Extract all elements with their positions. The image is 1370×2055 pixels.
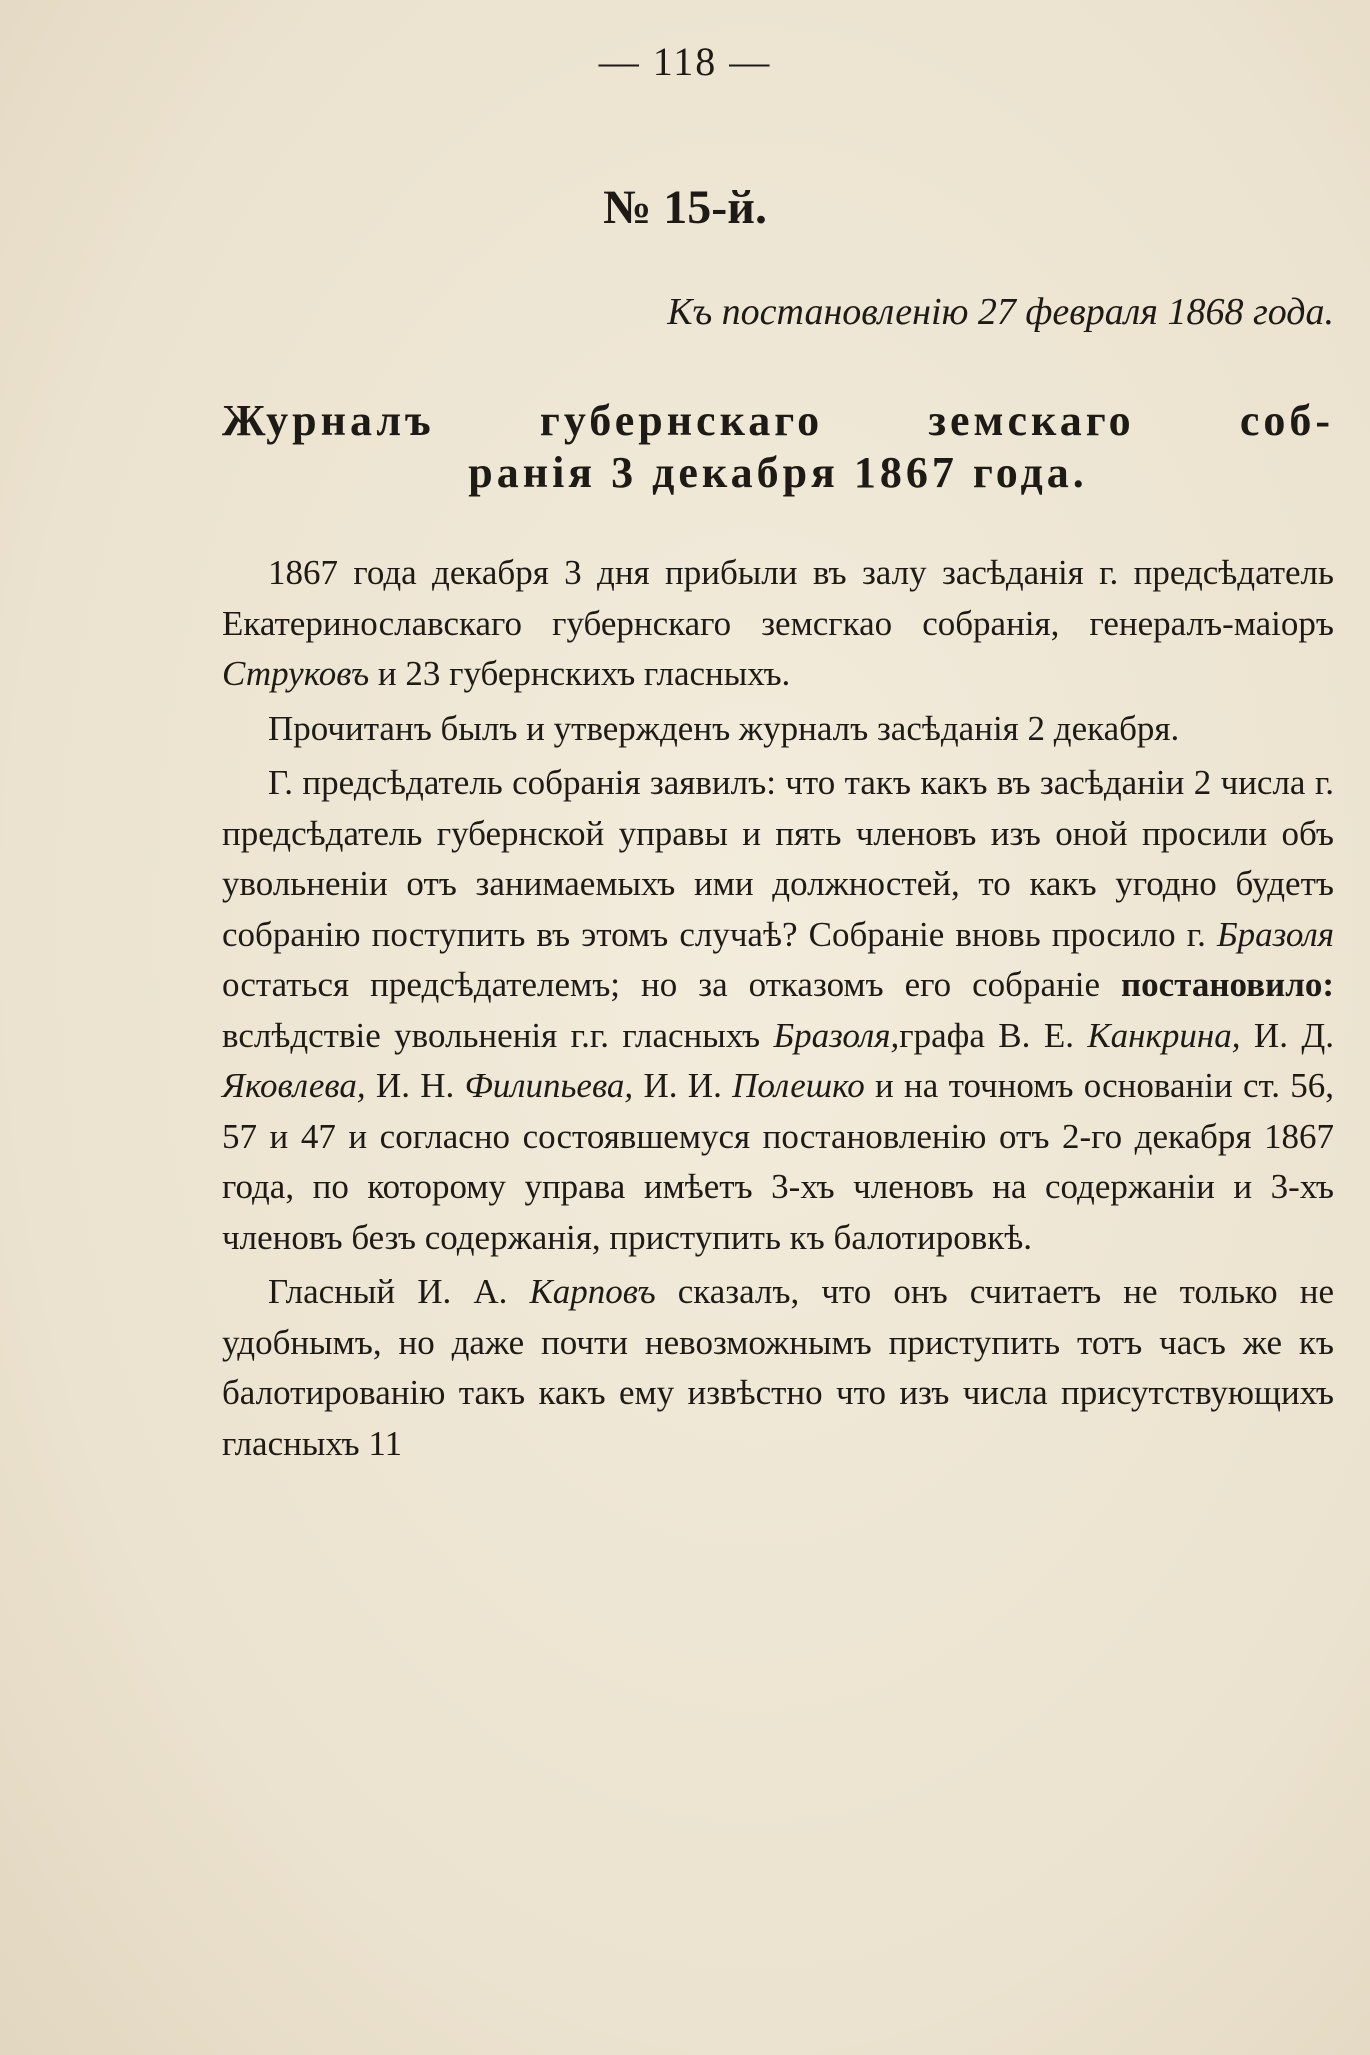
p1-tail: и 23 губернскихъ гласныхъ. — [369, 654, 791, 693]
p3-bold: постановило: — [1121, 965, 1334, 1004]
page-number: — 118 — — [598, 39, 772, 84]
paragraph-4 — [222, 1267, 1334, 1469]
p3-s2: остаться предсѣдателемъ; но за отказомъ его собраніе — [222, 965, 1122, 1004]
p3-n2: Бразоля, — [773, 1015, 900, 1055]
p3-n4: Яковлева, — [222, 1066, 366, 1105]
p1-name: Струковъ — [222, 654, 370, 693]
p3-s6: И. Н. — [365, 1066, 465, 1105]
p3-n6: Полешко — [732, 1066, 865, 1105]
p3-s7: И. И. — [633, 1066, 733, 1105]
p3-n1: Бразоля — [1217, 914, 1334, 954]
paragraph-3 — [222, 758, 1334, 1263]
p4-n1: Карповъ — [529, 1272, 656, 1311]
title-line-1: Журналъ губернскаго земскаго соб- — [222, 396, 1334, 445]
p3-s5: И. Д. — [1240, 1015, 1335, 1055]
document-number: № 15-й. — [603, 181, 767, 234]
p3-n5: Филипьева, — [464, 1066, 634, 1105]
paragraph-2 — [222, 704, 1334, 755]
p3-s3: вслѣдствіе увольненія г.г. гласныхъ — [222, 1015, 774, 1055]
p4-s2: сказалъ, что онъ считаетъ не только не удобнымъ, но даже почти невозможнымъ приступить тотъ часъ же къ балотированію такъ какъ ему извѣстно что изъ числа присутствующихъ гласныхъ 11 — [222, 1272, 1334, 1463]
paragraph-1 — [222, 548, 1334, 700]
p1-text: 1867 года декабря 3 дня прибыли въ залу засѣданія г. предсѣдатель Екатеринославскаго губернскаго земсгкао собранія, генералъ-маіоръ — [222, 553, 1334, 643]
p4-s1: Гласный И. А. — [268, 1272, 530, 1311]
p3-n3: Канкрина, — [1087, 1015, 1241, 1055]
p2-text: Прочитанъ былъ и утвержденъ журналъ засѣданія 2 декабря. — [268, 708, 1180, 748]
title-line-2: ранія 3 декабря 1867 года. — [468, 448, 1088, 497]
p3-s1: Г. предсѣдатель собранія заявилъ: что такъ какъ въ засѣданіи 2 числа г. предсѣдатель губернской управы и пять членовъ изъ оной просили объ увольненіи отъ занимаемыхъ ими должностей, то какъ угодно будетъ собранію поступить въ этомъ случаѣ? Собраніе вновь просило г. — [222, 763, 1334, 954]
body-text — [222, 548, 1334, 1473]
resolution-reference: Къ постановленію 27 февраля 1868 года. — [667, 291, 1334, 333]
p3-s8: и на точномъ основаніи ст. 56, 57 и 47 и согласно состоявшемуся постановленію отъ 2-го декабря 1867 года, по которому управа имѣетъ 3-хъ членовъ на содержаніи и 3-хъ членовъ безъ содержанія, приступить къ балотировкѣ. — [222, 1066, 1334, 1257]
journal-title — [222, 395, 1334, 499]
p3-s4: графа В. Е. — [899, 1015, 1088, 1055]
